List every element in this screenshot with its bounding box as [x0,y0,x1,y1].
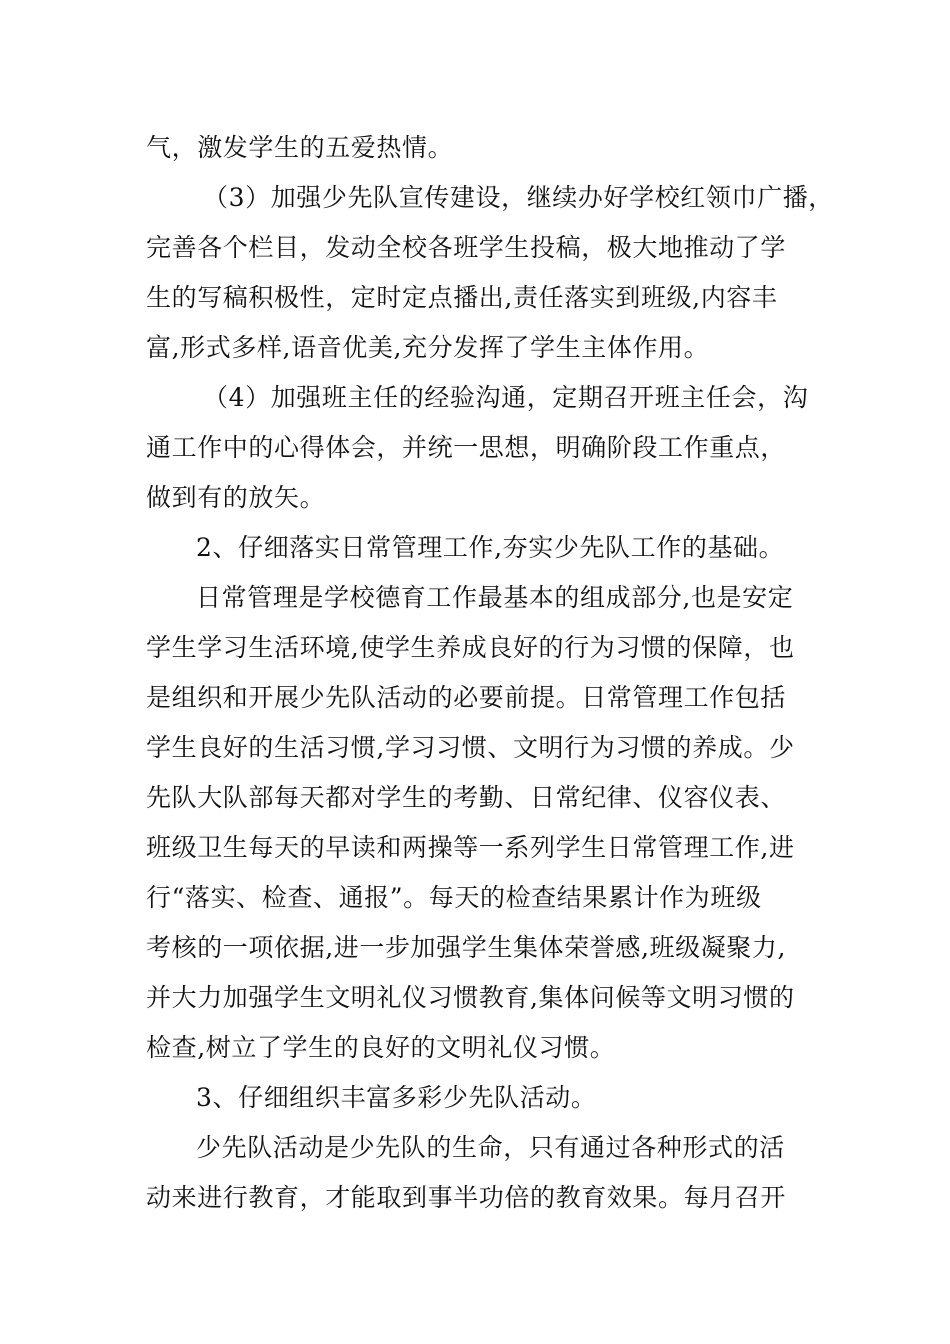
text-line: 少先队活动是少先队的生命，只有通过各种形式的活 [196,1133,785,1162]
text-line: （4）加强班主任的经验沟通，定期召开班主任会，沟 [203,383,809,412]
text-line: 学生良好的生活习惯,学习习惯、文明行为习惯的养成。少 [146,733,795,762]
text-line: 动来进行教育，才能取到事半功倍的教育效果。每月召开 [146,1183,787,1212]
text-line: 通工作中的心得体会，并统一思想，明确阶段工作重点， [146,433,787,462]
text-line: 气，激发学生的五爱热情。 [146,133,454,162]
text-line: 行“落实、检查、通报”。每天的检查结果累计作为班级 [146,883,762,912]
text-line: 3、仔细组织丰富多彩少先队活动。 [196,1083,597,1112]
text-line: 2、仔细落实日常管理工作,夯实少先队工作的基础。 [196,533,785,562]
text-line: 富,形式多样,语音优美,充分发挥了学生主体作用。 [146,333,710,362]
text-line: 并大力加强学生文明礼仪习惯教育,集体问候等文明习惯的 [146,983,795,1012]
text-line: 检查,树立了学生的良好的文明礼仪习惯。 [146,1033,616,1062]
text-line: （3）加强少先队宣传建设，继续办好学校红领巾广播， [203,183,834,212]
text-line: 先队大队部每天都对学生的考勤、日常纪律、仪容仪表、 [146,783,787,812]
text-line: 班级卫生每天的早读和两操等一系列学生日常管理工作,进 [146,833,795,862]
text-line: 考核的一项依据,进一步加强学生集体荣誉感,班级凝聚力, [146,933,787,962]
text-line: 完善各个栏目，发动全校各班学生投稿，极大地推动了学 [146,233,787,262]
text-line: 日常管理是学校德育工作最基本的组成部分,也是安定 [196,583,794,612]
text-line: 做到有的放矢。 [146,483,326,512]
text-line: 学生学习生活环境,使学生养成良好的行为习惯的保障，也 [146,633,795,662]
text-line: 生的写稿积极性，定时定点播出,责任落实到班级,内容丰 [146,283,778,312]
text-line: 是组织和开展少先队活动的必要前提。日常管理工作包括 [146,683,787,712]
